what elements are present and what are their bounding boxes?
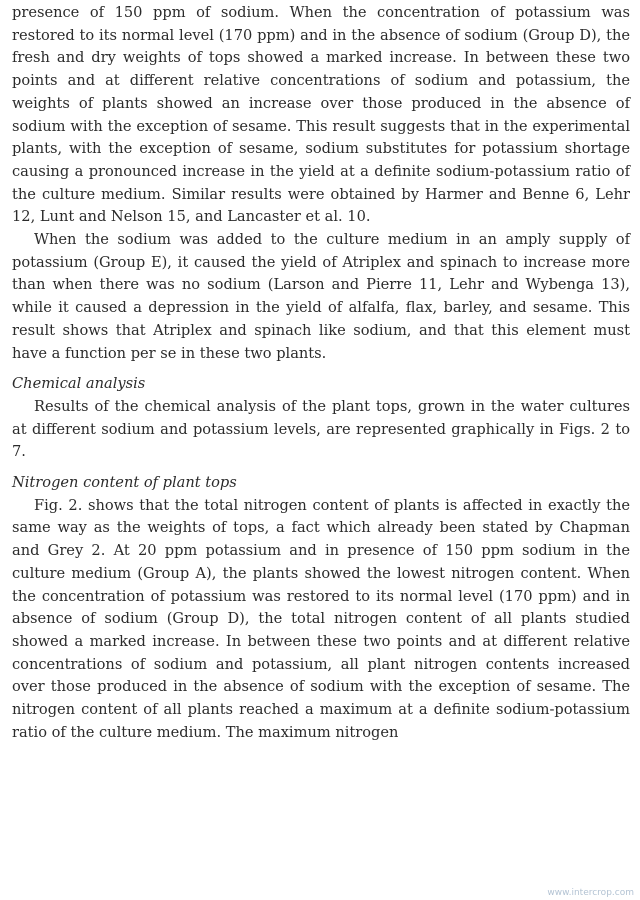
paragraph-weights-results: presence of 150 ppm of sodium. When the concentration of potassium was restored to its normal level (170 ppm) and in the absence of sodium (Group D), the fresh and dry weights of tops showed a marked increase. In between these two points and at different relative concentrations of sodium and potassium, the weights of plants showed an increase over those produced in the absence of sodium with the exception of sesame. This result suggests that in the experimental plants, with the exception of sesame, sodium substitutes for potassium shortage causing a pronounced increase in the yield at a definite sodium-potassium ratio of the culture medium. Similar results were obtained by Harmer and Benne 6, Lehr 12, Lunt and Nelson 15, and Lancaster et al. 10. — [12, 4, 630, 226]
paragraph-group-e: When the sodium was added to the culture medium in an amply supply of potassium (Group E), it caused the yield of Atriplex and spinach to increase more than when there was no sodium (Larson and Pierre 11, Lehr and Wybenga 13), while it caused a depression in the yield of alfalfa, flax, barley, and sesame. This result shows that Atriplex and spinach like sodium, and that this element must have a function per se in these two plants. — [12, 231, 630, 362]
watermark: www.intercrop.com — [547, 888, 634, 898]
paragraph-chemical-analysis: Results of the chemical analysis of the plant tops, grown in the water cultures at different sodium and potassium levels, are represented graphically in Figs. 2 to 7. — [12, 397, 630, 461]
section-heading-chemical-analysis: Chemical analysis — [12, 375, 146, 393]
section-heading-nitrogen-content: Nitrogen content of plant tops — [12, 474, 237, 492]
paragraph-nitrogen-content: Fig. 2. shows that the total nitrogen content of plants is affected in exactly the same way as the weights of tops, a fact which already been stated by Chapman and Grey 2. At 20 ppm potassium and in presence of 150 ppm sodium in the culture medium (Group A), the plants showed the lowest nitrogen content. When the concentration of potassium was restored to its normal level (170 ppm) and in absence of sodium (Group D), the total nitrogen content of all plants studied showed a marked increase. In between these two points and at different relative concentrations of sodium and potassium, all plant nitrogen contents increased over those produced in the absence of sodium with the exception of sesame. The nitrogen content of all plants reached a maximum at a definite sodium-potassium ratio of the culture medium. The maximum nitrogen — [12, 496, 630, 741]
